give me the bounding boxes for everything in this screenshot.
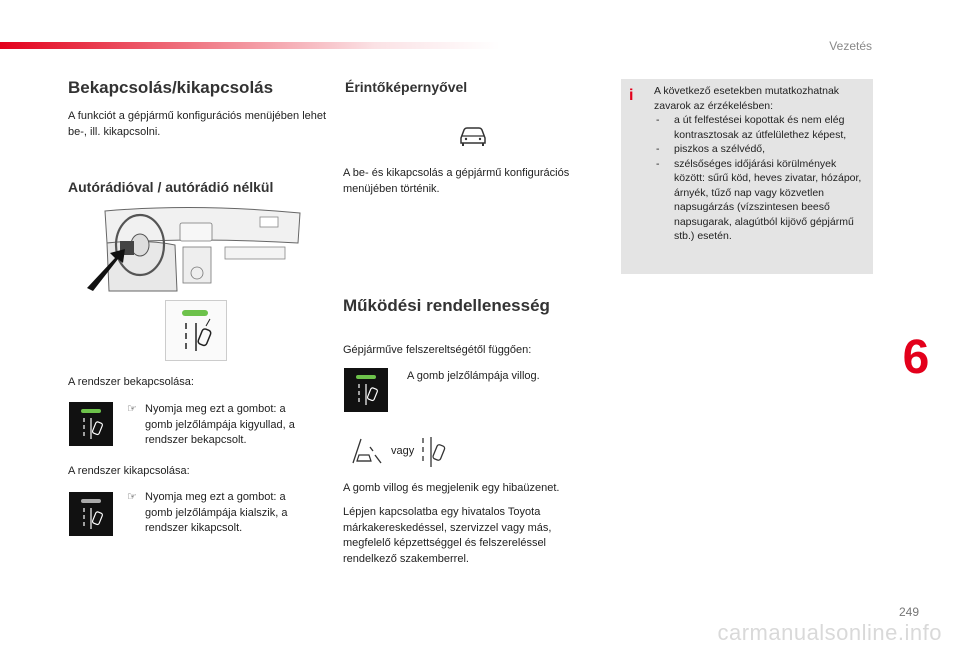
touchscreen-text: A be- és kikapcsolás a gépjármű konfigurációs menüjében történik. [343, 167, 570, 195]
info-icon: i [629, 87, 634, 104]
bullet-icon: ☞ [127, 403, 137, 415]
watermark[interactable]: carmanualsonline.info [717, 620, 942, 645]
off-label: A rendszer kikapcsolása: [68, 465, 190, 477]
button-blinking-icon [344, 368, 388, 412]
blink-message-text: A gomb villog és megjelenik egy hibaüzenet. [343, 482, 560, 494]
contact-text: Lépjen kapcsolatba egy hivatalos Toyota márkakereskedéssel, szervizzel vagy más, megfelelő képzettséggel és felszereléssel rendelkező szakemberrel. [343, 506, 552, 565]
blinking-text: A gomb jelzőlámpája villog. [407, 370, 540, 382]
heading-malfunction: Működési rendellenesség [343, 296, 550, 315]
lane-departure-button-icon [344, 368, 388, 412]
heading-touchscreen: Érintőképernyővel [345, 79, 468, 95]
heading-radio: Autórádióval / autórádió nélkül [68, 179, 274, 195]
lane-departure-button-icon [69, 402, 113, 446]
info-list [654, 113, 868, 244]
info-box [621, 79, 873, 274]
dashboard-illustration [85, 203, 305, 293]
lane-button-closeup [165, 300, 227, 361]
button-off-icon [69, 492, 113, 536]
list-item: - a út felfestései kopottak és nem elég kontrasztosak az útfelülethez képest, [654, 113, 868, 142]
page-number: 249 [898, 605, 919, 619]
on-label: A rendszer bekapcsolása: [68, 376, 194, 388]
heading-on-off: Bekapcsolás/kikapcsolás [68, 78, 274, 97]
malfunction-intro: Gépjárműve felszereltségétől függően: [343, 344, 532, 356]
lane-departure-button-icon [69, 492, 113, 536]
car-icon [458, 125, 488, 147]
list-item: - piszkos a szélvédő, [654, 142, 868, 157]
button-on-icon [69, 402, 113, 446]
lane-departure-button-icon [420, 435, 450, 469]
lane-departure-button-icon [166, 301, 226, 360]
info-intro: A következő esetekben mutatkozhatnak zavarok az érzékelésben: [654, 85, 840, 112]
or-label: vagy [391, 445, 415, 457]
chapter-number: 6 [902, 331, 930, 384]
on-instructions: Nyomja meg ezt a gombot: a gomb jelzőlámpája kigyullad, a rendszer bekapcsolt. [145, 403, 295, 446]
header-accent-bar [0, 42, 500, 49]
section-title: Vezetés [829, 39, 872, 53]
list-item: - szélsőséges időjárási körülmények között: sűrű köd, heves zivatar, hózápor, árnyék, tűző nap vagy közvetlen napsugárzás (vízszintesen beeső napsugarak, alagútból kijövő gépjármű stb.) esetén. [654, 157, 868, 244]
off-instructions: Nyomja meg ezt a gombot: a gomb jelzőlámpája kialszik, a rendszer kikapcsolt. [145, 491, 288, 534]
intro-paragraph: A funkciót a gépjármű konfigurációs menüjében lehet be-, ill. kikapcsolni. [68, 110, 327, 138]
lane-departure-warning-icon [349, 435, 385, 467]
bullet-icon: ☞ [127, 491, 137, 503]
